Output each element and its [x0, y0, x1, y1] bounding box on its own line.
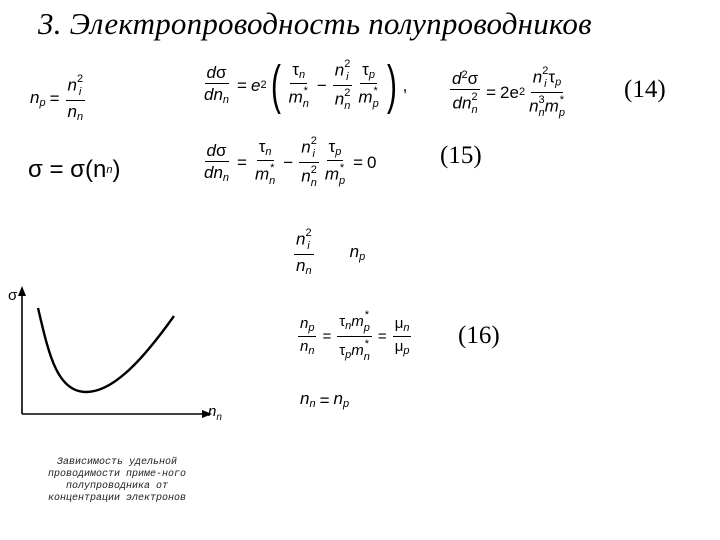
graph-caption: Зависимость удельной проводимости приме-ного полупроводника от концентрации электронов [47, 457, 187, 504]
x-axis-label: $n_n$ [208, 403, 222, 423]
y-axis-arrow [18, 286, 26, 296]
e-symbol: e [250, 75, 261, 95]
y-axis-label: σ [8, 287, 18, 304]
equation-sigma-function: σ = σ(n n ) [28, 156, 121, 183]
equation-nn-equals-np: $n_n$ = $n_p$ [300, 389, 350, 410]
conductivity-curve [38, 308, 174, 392]
equation-number-14: (14) [624, 76, 666, 103]
equation-number-16: (16) [458, 322, 500, 349]
two-e-symbol: 2e [500, 83, 519, 102]
zero-value: 0 [367, 153, 377, 172]
equation-mobility-ratio: $\frac{n_p}{n_n}$ = $\tau_nm$ * p $\tau_pm$ * n = $\frac{\mu_n}{\mu_p}$ [300, 309, 410, 363]
equation-derivative-second: $d^2\sigma$ dn 2 n = 2e 2 n 2 i $\tau_p$ n 3 n m * p [452, 65, 565, 119]
equation-ratio-ni-nn: n 2 i $n_n$ $n_p$ [296, 227, 366, 277]
equation-derivative-first: $\frac{d\sigma}{dn_n}$ = e 2 ( $\tau_n$ m * n − n 2 i n 2 n $\tau_p$ m * p ) , [204, 55, 408, 115]
sigma-function-close: ) [112, 156, 121, 183]
slide-title: 3. Электропроводность полупроводников [38, 6, 592, 41]
equation-np: $n_p$ = n 2 i $n_n$ [30, 73, 84, 123]
sigma-function-text: σ = σ(n [28, 156, 107, 183]
conductivity-graph [4, 280, 234, 430]
equation-number-15: (15) [440, 142, 482, 169]
equation-extremum: $\frac{d\sigma}{dn_n}$ = $\tau_n$ m * n − n 2 i n 2 n $\tau_p$ m * p = 0 [204, 135, 377, 189]
